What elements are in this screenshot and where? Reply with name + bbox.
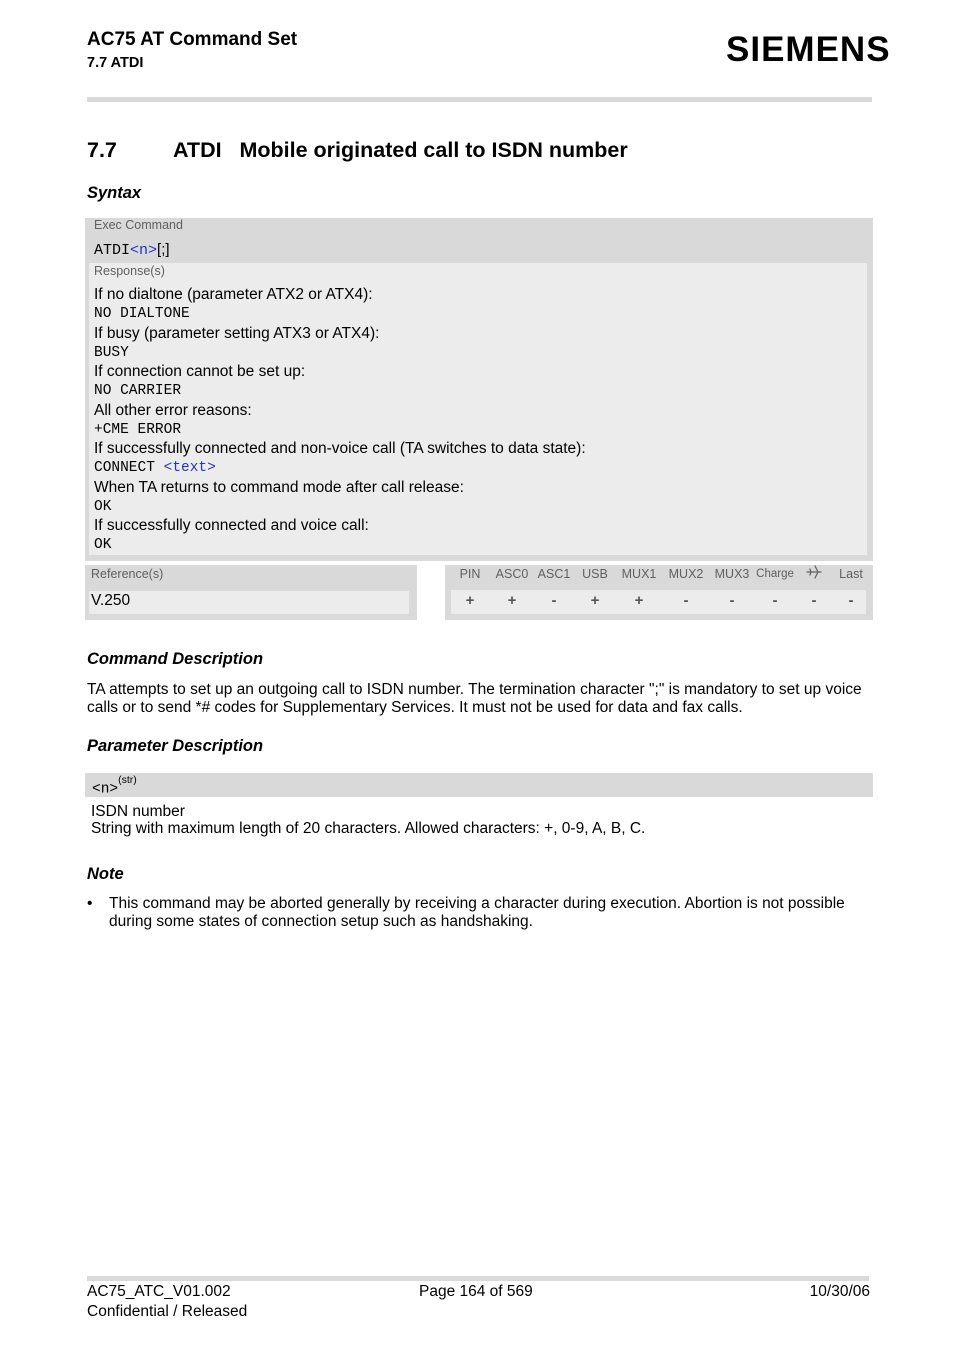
pin-value: + (465, 592, 475, 609)
command-param-link[interactable]: <n> (130, 242, 158, 259)
section-number: 7.7 (87, 138, 117, 162)
reference-value: V.250 (91, 592, 131, 609)
reference-label: Reference(s) (91, 567, 164, 581)
footer-status: Confidential / Released (87, 1303, 248, 1320)
note-bullet: • (87, 895, 93, 912)
footer-date: 10/30/06 (809, 1283, 870, 1300)
response-condition: If busy (parameter setting ATX3 or ATX4): (94, 325, 380, 342)
text-param-link[interactable]: <text> (163, 460, 216, 476)
section-heading (87, 138, 628, 163)
parameter-text: String with maximum length of 20 characters. Allowed characters: +, 0-9, A, B, C. (91, 820, 646, 837)
usb-value: + (590, 592, 600, 609)
response-code: OK (94, 499, 112, 515)
footer-page-number: Page 164 of 569 (419, 1283, 533, 1300)
document-subtitle: 7.7 ATDI (87, 55, 144, 71)
command-description-heading: Command Description (87, 650, 264, 668)
charge-value: - (772, 592, 778, 609)
column-header-mux1: MUX1 (621, 567, 657, 581)
response-code: BUSY (94, 345, 129, 361)
parameter-type: (str) (118, 774, 137, 786)
note-text: This command may be aborted generally by receiving a character during execution. Abortion is not possible during some states of connection setup such as handshaking. (109, 895, 845, 930)
parameter-name-text: <n> (92, 781, 119, 798)
parameter-header-bar (85, 773, 873, 797)
response-condition: If connection cannot be set up: (94, 363, 306, 380)
response-condition: If no dialtone (parameter ATX2 or ATX4): (94, 286, 373, 303)
column-header-asc0: ASC0 (495, 567, 529, 581)
response-condition: When TA returns to command mode after call release: (94, 479, 464, 496)
column-header-last: Last (839, 567, 863, 581)
command-suffix: [;] (157, 241, 170, 258)
siemens-logo: SIEMENS (726, 30, 891, 69)
mux1-value: + (634, 592, 644, 609)
footer-doc-id: AC75_ATC_V01.002 (87, 1283, 231, 1300)
column-header-charge: Charge (756, 568, 794, 580)
asc1-value: - (551, 592, 557, 609)
response-condition: If successfully connected and non-voice call (TA switches to data state): (94, 440, 586, 457)
airplane-icon (802, 564, 826, 585)
command-prefix: ATDI (94, 242, 131, 259)
airplane-value: - (811, 592, 817, 609)
mux2-value: - (683, 592, 689, 609)
last-value: - (848, 592, 854, 609)
column-header-mux2: MUX2 (668, 567, 704, 581)
note-heading: Note (87, 865, 124, 883)
asc0-value: + (507, 592, 517, 609)
reference-value-cell (89, 591, 409, 614)
column-header-pin: PIN (459, 567, 481, 581)
response-code-text: CONNECT (94, 460, 164, 476)
mux3-value: - (729, 592, 735, 609)
column-header-usb: USB (582, 567, 608, 581)
response-code: NO CARRIER (94, 383, 182, 399)
response-condition: All other error reasons: (94, 402, 252, 419)
footer-divider (87, 1276, 869, 1281)
exec-command-label: Exec Command (94, 218, 183, 232)
response-code: +CME ERROR (94, 422, 182, 438)
response-code: NO DIALTONE (94, 306, 190, 322)
section-title: ATDI Mobile originated call to ISDN number (173, 138, 628, 162)
syntax-heading: Syntax (87, 184, 142, 202)
response-condition: If successfully connected and voice call: (94, 517, 369, 534)
command-description-text: TA attempts to set up an outgoing call to ISDN number. The termination character ";" is mandatory to set up voice calls or to send *# codes for Supplementary Services. It must not be used for data and fax calls. (87, 681, 862, 716)
responses-label: Response(s) (94, 264, 165, 278)
exec-command (94, 241, 170, 259)
document-title: AC75 AT Command Set (87, 29, 298, 50)
header-divider (87, 97, 872, 102)
parameter-description-heading: Parameter Description (87, 737, 264, 755)
parameter-title: ISDN number (91, 803, 185, 820)
column-header-mux3: MUX3 (714, 567, 750, 581)
response-code (94, 460, 216, 476)
response-code: OK (94, 537, 112, 553)
parameter-name (92, 774, 137, 798)
column-header-asc1: ASC1 (537, 567, 571, 581)
